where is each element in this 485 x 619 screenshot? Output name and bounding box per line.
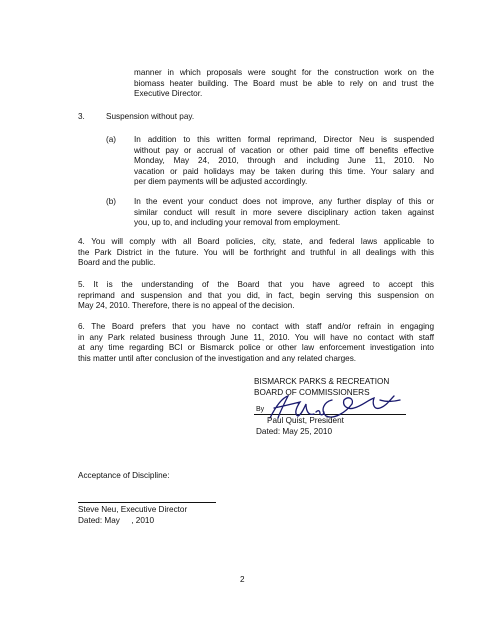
text-line: 6. The Board prefers that you have no contact with staff and/or refrain in engaging (78, 322, 434, 331)
acceptance-dated: Dated: May , 2010 (78, 516, 155, 525)
text-line: this matter until after conclusion of the investigation and any related charges. (78, 353, 357, 363)
signature-org: BISMARCK PARKS & RECREATION (254, 377, 390, 386)
item-3b-label: (b) (106, 197, 117, 206)
text-line: In the event your conduct does not improve, any further display of this or (134, 197, 434, 206)
signature-signer: Paul Quist, President (267, 416, 344, 425)
item-6-paragraph (78, 322, 434, 364)
text-line: Board and the public. (78, 258, 156, 268)
continuation-paragraph (134, 68, 434, 100)
item-5-paragraph (78, 280, 434, 312)
item-3-number: 3. (78, 112, 85, 121)
item-3b-paragraph (134, 197, 434, 229)
text-line: you, up to, and including your removal from employment. (134, 218, 341, 228)
signature-by: By (256, 406, 265, 413)
text-line: manner in which proposals were sought for the construction work on the (134, 68, 434, 77)
signature-board: BOARD OF COMMISSIONERS (254, 388, 370, 397)
text-line: biomass heater building. The Board must be able to rely on and trust the (134, 78, 434, 88)
item-3a-label: (a) (106, 135, 117, 144)
item-3-heading: Suspension without pay. (106, 112, 195, 121)
text-line: Monday, May 24, 2010, through and including June 11, 2010. No (134, 156, 434, 166)
text-line: similar conduct will result in more severe disciplinary action taken against (134, 207, 434, 217)
text-line: reprimand and suspension and that you did, in fact, begin serving this suspension on (78, 290, 434, 300)
text-line: vacation or paid holidays may be taken during this time. Your salary and (134, 166, 434, 176)
page-number: 2 (240, 575, 245, 584)
text-line: the Park District in the future. You will be forthright and truthful in all dealings with this (78, 247, 434, 257)
text-line: In addition to this written formal reprimand, Director Neu is suspended (134, 135, 434, 144)
text-line: in any Park related business through June 11, 2010. You will have no contact with staff (78, 332, 434, 342)
text-line: without pay or accrual of vacation or other paid time off benefits effective (134, 145, 434, 155)
item-4-paragraph (78, 237, 434, 269)
text-line: at any time regarding BCI or Bismarck police or other law enforcement investigation into (78, 343, 434, 353)
signature-dated: Dated: May 25, 2010 (256, 427, 333, 436)
acceptance-signature-line (78, 502, 216, 503)
text-line: Executive Director. (134, 89, 203, 99)
text-line: 4. You will comply with all Board policies, city, state, and federal laws applicable to (78, 237, 434, 246)
acceptance-heading: Acceptance of Discipline: (78, 471, 170, 480)
item-3a-paragraph (134, 135, 434, 188)
text-line: May 24, 2010. Therefore, there is no appeal of the decision. (78, 301, 295, 311)
text-line: per diem payments will be adjusted accordingly. (134, 177, 308, 187)
text-line: 5. It is the understanding of the Board that you have agreed to accept this (78, 280, 434, 289)
acceptance-name: Steve Neu, Executive Director (78, 505, 188, 514)
